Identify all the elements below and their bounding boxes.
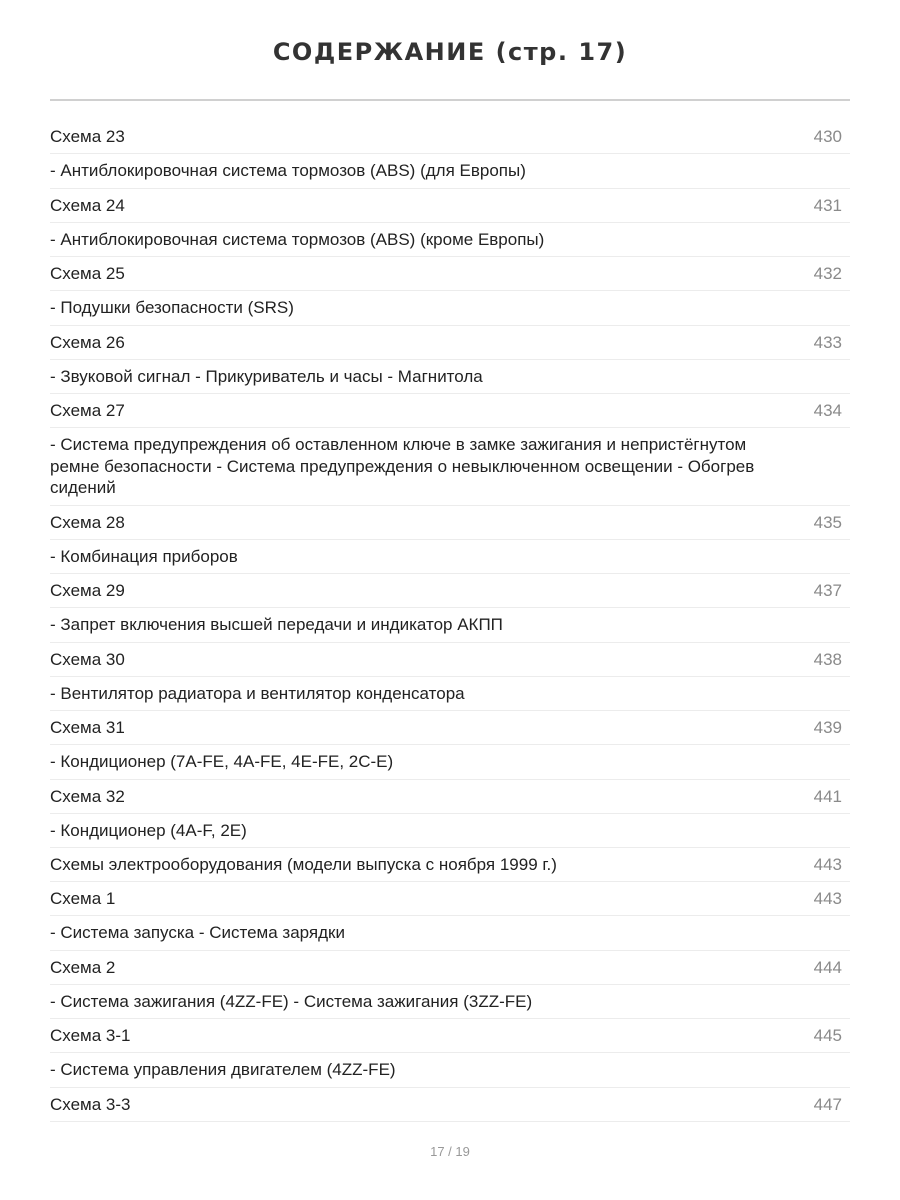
toc-entry-label: - Система предупреждения об оставленном ключе в замке зажигания и непристёгнутом ремне безопасности - Система предупреждения о невыключенном освещении - Обогрев сидений [50, 435, 755, 497]
toc-entry[interactable] [50, 814, 850, 849]
toc-entry-page: 444 [813, 957, 842, 977]
toc-entry[interactable] [50, 1053, 850, 1088]
toc-entry-label: Схема 3-3 [50, 1094, 131, 1114]
toc-entry[interactable] [50, 711, 850, 745]
toc-entry-label: Схема 2 [50, 957, 116, 977]
toc-entry-label: Схема 1 [50, 889, 116, 908]
toc-entry-label: Схема 27 [50, 401, 125, 420]
toc-entry[interactable] [50, 780, 850, 814]
toc-entry[interactable] [50, 916, 850, 951]
page-footer: 17 / 19 [430, 1144, 470, 1159]
toc-entry[interactable] [50, 360, 850, 395]
toc-entry[interactable] [50, 745, 850, 780]
page-title: СОДЕРЖАНИЕ (стр. 17) [272, 38, 628, 66]
toc-entry[interactable] [50, 394, 850, 428]
title-divider [50, 99, 850, 101]
toc-entry-label: Схема 23 [50, 127, 125, 146]
toc-entry[interactable] [50, 951, 850, 985]
toc-entry[interactable] [50, 223, 850, 258]
toc-entry-label: Схемы электрооборудования (модели выпуска с ноября 1999 г.) [50, 855, 557, 874]
toc-entry-page: 439 [813, 718, 842, 737]
toc-entry-label: - Антиблокировочная система тормозов (ABS) (кроме Европы) [50, 229, 545, 249]
toc-entry[interactable] [50, 848, 850, 882]
toc-entry[interactable] [50, 1019, 850, 1053]
toc-entry-page: 431 [813, 195, 842, 215]
toc-entry[interactable] [50, 1088, 850, 1122]
toc-entry-page: 441 [813, 786, 842, 806]
toc-entry-label: - Антиблокировочная система тормозов (ABS) (для Европы) [50, 161, 526, 180]
toc-entry-page: 443 [813, 855, 842, 874]
toc-entry-label: Схема 24 [50, 195, 125, 215]
toc-entry[interactable] [50, 154, 850, 189]
toc-entry-page: 438 [813, 649, 842, 669]
toc-entry-label: - Кондиционер (4A-F, 2E) [50, 820, 247, 840]
toc-entry-label: Схема 29 [50, 581, 125, 600]
toc-entry[interactable] [50, 326, 850, 360]
toc-entry-page: 434 [813, 401, 842, 420]
toc-entry[interactable] [50, 506, 850, 540]
toc-entry-page: 437 [813, 581, 842, 600]
toc-entry-label: - Система управления двигателем (4ZZ-FE) [50, 1060, 396, 1079]
toc-entry[interactable] [50, 643, 850, 677]
toc-entry[interactable] [50, 540, 850, 575]
toc-entry[interactable] [50, 120, 850, 154]
toc-entry[interactable] [50, 985, 850, 1020]
toc-entry-label: - Кондиционер (7A-FE, 4A-FE, 4E-FE, 2C-E) [50, 752, 394, 771]
toc-entry-label: - Подушки безопасности (SRS) [50, 298, 294, 317]
toc-entry-page: 443 [813, 889, 842, 908]
toc-entry-page: 447 [813, 1094, 842, 1114]
toc-entry[interactable] [50, 189, 850, 223]
toc-entry-label: - Звуковой сигнал - Прикуриватель и часы - Магнитола [50, 366, 483, 386]
toc-entry-label: Схема 25 [50, 264, 125, 283]
toc-entry[interactable] [50, 882, 850, 916]
toc-entry-label: - Вентилятор радиатора и вентилятор конденсатора [50, 683, 465, 703]
toc-entry[interactable] [50, 574, 850, 608]
toc-entry-label: Схема 30 [50, 649, 125, 669]
toc-entry[interactable] [50, 257, 850, 291]
toc-entry[interactable] [50, 608, 850, 643]
toc-entry-page: 430 [813, 127, 842, 146]
table-of-contents [50, 120, 850, 1122]
toc-entry-label: Схема 31 [50, 718, 125, 737]
toc-entry-page: 433 [813, 332, 842, 352]
toc-entry-label: Схема 26 [50, 332, 125, 352]
toc-entry[interactable] [50, 291, 850, 326]
toc-entry-label: Схема 28 [50, 512, 125, 532]
toc-entry-label: - Запрет включения высшей передачи и индикатор АКПП [50, 615, 503, 634]
toc-entry-page: 445 [813, 1026, 842, 1045]
toc-entry-label: - Система зажигания (4ZZ-FE) - Система зажигания (3ZZ-FE) [50, 991, 533, 1011]
toc-entry-page: 432 [813, 264, 842, 283]
toc-entry-label: Схема 32 [50, 786, 125, 806]
toc-entry-label: - Комбинация приборов [50, 546, 238, 566]
toc-entry-page: 435 [813, 512, 842, 532]
toc-entry-label: Схема 3-1 [50, 1026, 131, 1045]
toc-entry-label: - Система запуска - Система зарядки [50, 923, 345, 942]
toc-entry[interactable] [50, 428, 850, 506]
toc-entry[interactable] [50, 677, 850, 712]
